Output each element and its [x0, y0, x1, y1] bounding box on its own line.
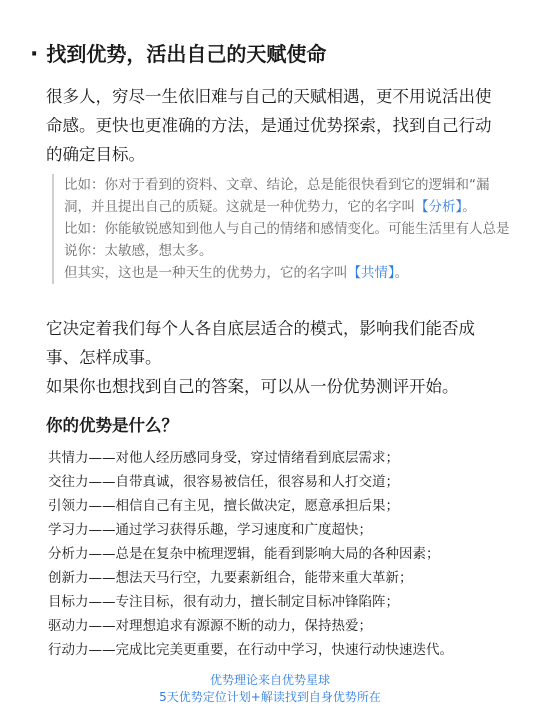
strength-item: 学习力——通过学习获得乐趣，学习速度和广度超快； [48, 522, 372, 538]
quote-conclusion-text: 但其实，这也是一种天生的优势力，它的名字叫 [64, 265, 348, 281]
footer-line-plan: 5天优势定位计划+解读找到自身优势所在 [159, 690, 381, 704]
strengths-list [48, 446, 508, 662]
strength-item: 分析力——总是在复杂中梳理逻辑，能看到影响大局的各种因素； [48, 546, 440, 562]
page-title: 找到优势，活出自己的天赋使命 [46, 42, 327, 66]
quote-example-empathy: 比如：你能敏锐感知到他人与自己的情绪和感情变化。可能生活里有人总是说你：太敏感，想太多。 [64, 221, 510, 259]
quote-analysis-end: 。 [462, 199, 476, 215]
title-row [30, 40, 520, 68]
strength-item: 创新力——想法天马行空，九要素新组合，能带来重大革新； [48, 570, 413, 586]
example-quote [52, 174, 512, 284]
body-paragraph-1: 它决定着我们每个人各自底层适合的模式，影响我们能否成事、怎样成事。 [46, 319, 475, 367]
intro-paragraph: 很多人，穷尽一生依旧难与自己的天赋相遇，更不用说活出使命感。更快也更准确的方法，是通过优势探索，找到自己行动的确定目标。 [46, 87, 492, 164]
body-paragraphs [46, 314, 506, 401]
body-paragraph-2: 如果你也想找到自己的答案，可以从一份优势测评开始。 [46, 377, 459, 396]
strength-item: 引领力——相信自己有主见，擅长做决定，愿意承担后果； [48, 498, 399, 514]
quote-conclusion [64, 262, 512, 284]
title-bullet: · [30, 41, 39, 67]
empathy-highlight: 【共情】 [347, 265, 395, 281]
strength-item: 交往力——自带真诚，很容易被信任，很容易和人打交道； [48, 474, 399, 490]
strength-item: 目标力——专注目标，很有动力，擅长制定目标冲锋陷阵； [48, 594, 399, 610]
strength-item: 共情力——对他人经历感同身受，穿过情绪看到底层需求； [48, 450, 399, 466]
strength-item: 驱动力——对理想追求有源源不断的动力，保持热爱； [48, 618, 372, 634]
quote-conclusion-end: 。 [394, 265, 409, 281]
section-heading: 你的优势是什么？ [46, 416, 178, 435]
strength-item: 行动力——完成比完美更重要，在行动中学习，快速行动快速迭代。 [48, 642, 453, 658]
analysis-highlight: 【分析】 [415, 199, 463, 215]
quote-example-analysis [64, 174, 512, 218]
quote-analysis-text: 比如：你对于看到的资料、文章、结论，总是能很快看到它的逻辑和“漏洞，并且提出自己的质疑。这就是一种优势力，它的名字叫 [64, 177, 490, 215]
footer-line-source: 优势理论来自优势星球 [209, 673, 330, 687]
footer-note [0, 672, 540, 706]
